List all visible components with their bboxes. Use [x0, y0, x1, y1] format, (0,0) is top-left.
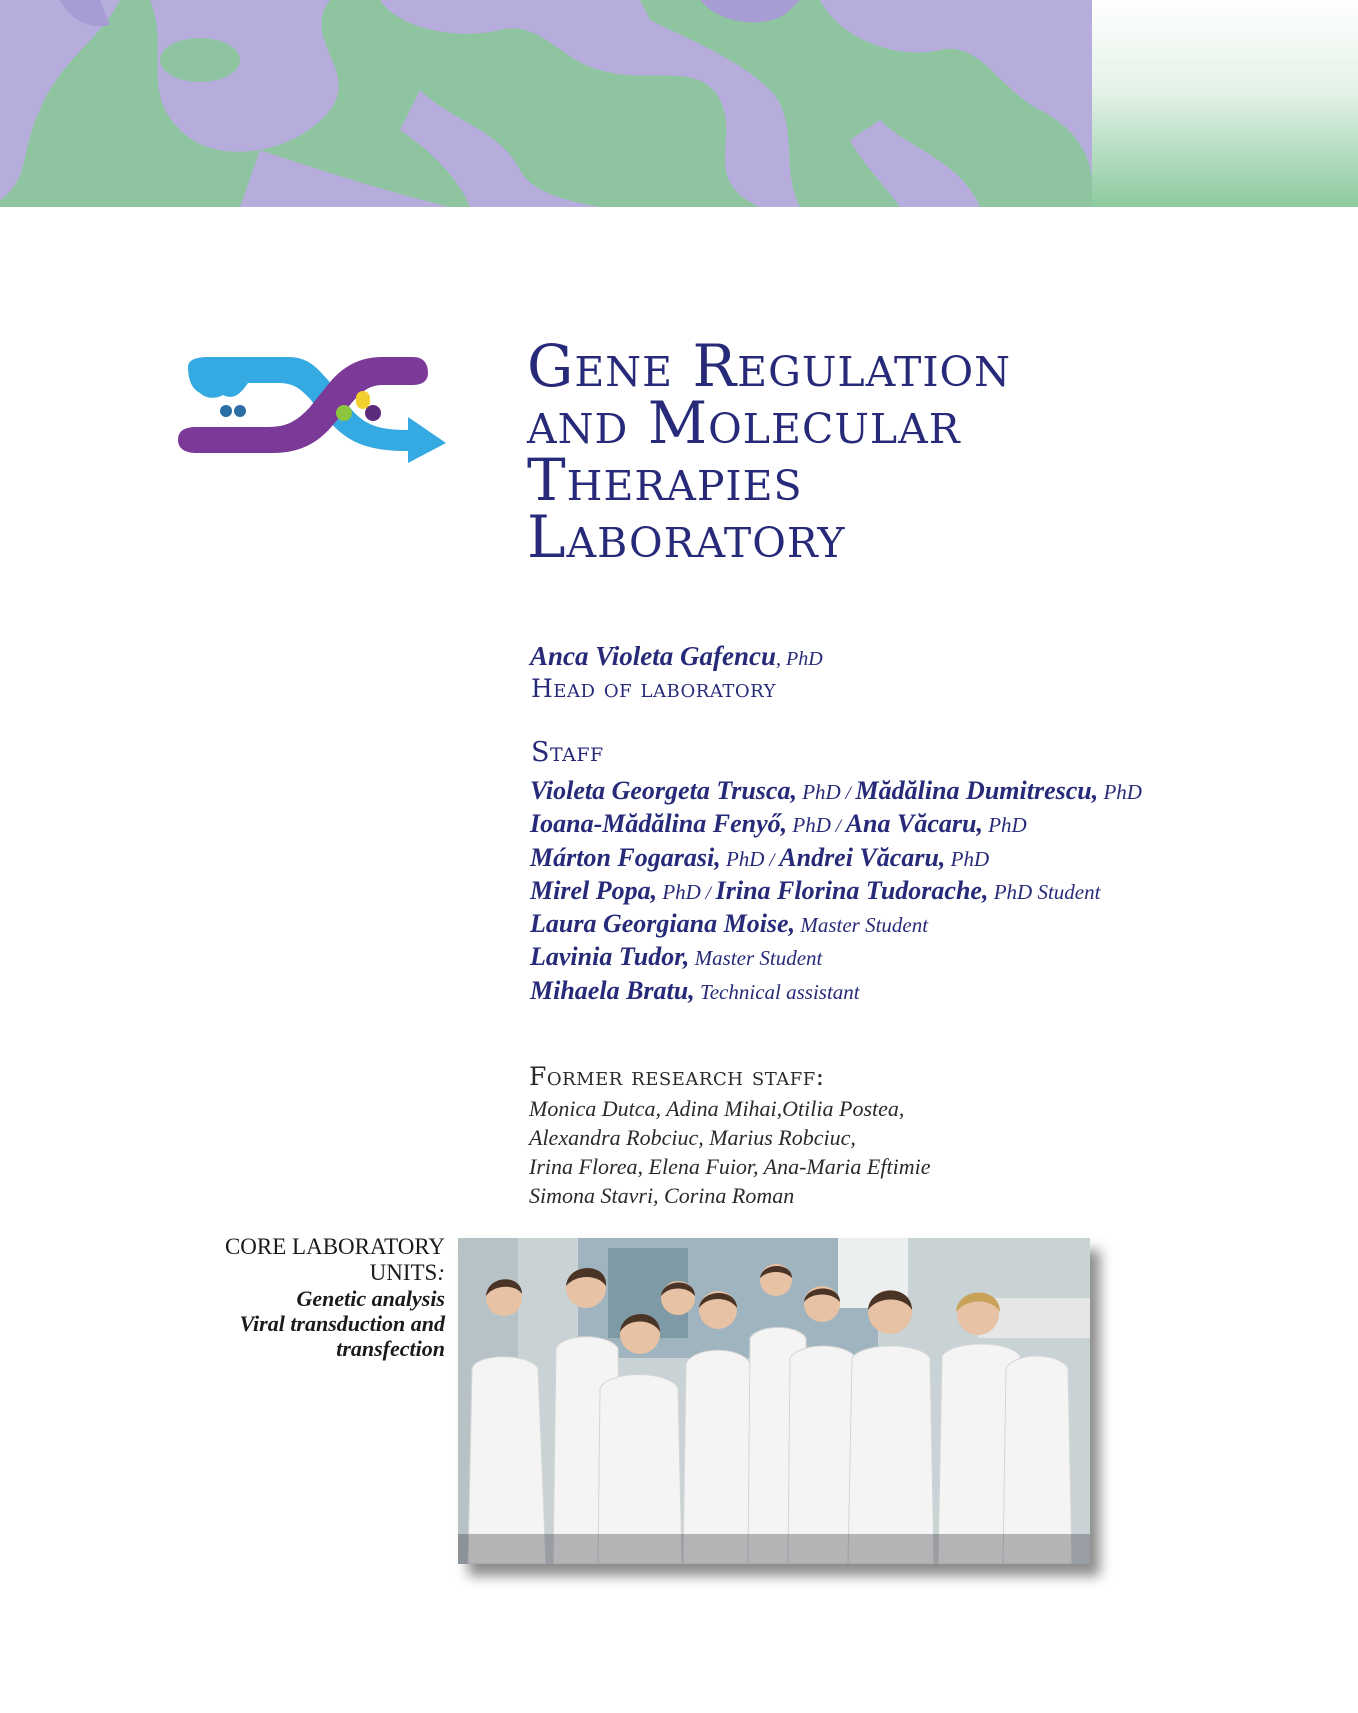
- core-unit-item: Genetic analysis: [296, 1286, 445, 1311]
- staff-row: [530, 841, 1350, 874]
- core-units-list: [225, 1286, 445, 1361]
- staff-role: PhD: [945, 846, 990, 871]
- title-line: Gene Regulation: [527, 332, 1012, 400]
- staff-name: Mădălina Dumitrescu,: [855, 776, 1099, 805]
- staff-row: [530, 974, 1350, 1007]
- staff-role: PhD: [796, 780, 841, 804]
- core-unit-item: Viral transduction and: [239, 1311, 445, 1336]
- header-banner: [0, 0, 1092, 207]
- staff-role: PhD: [982, 813, 1027, 838]
- staff-role: PhD: [720, 846, 765, 871]
- banner-texture: [0, 0, 1092, 207]
- title-line: and Molecular: [527, 389, 961, 457]
- team-photo: [458, 1238, 1090, 1564]
- staff-role: Technical assistant: [694, 979, 860, 1004]
- staff-name: Márton Fogarasi,: [530, 842, 721, 872]
- staff-name: Mihaela Bratu,: [530, 975, 695, 1005]
- staff-separator: /: [830, 816, 846, 838]
- former-staff-line: Irina Florea, Elena Fuior, Ana-Maria Eftimie: [529, 1154, 931, 1179]
- title-line: Laboratory: [527, 503, 846, 571]
- former-staff-line: Simona Stavri, Corina Roman: [529, 1183, 795, 1208]
- staff-name: Ioana-Mădălina Fenyő,: [530, 809, 788, 839]
- core-units-word: UNITS: [369, 1260, 438, 1285]
- staff-role: PhD: [657, 879, 701, 904]
- staff-row: [530, 907, 1350, 940]
- head-of-lab-name: [530, 641, 823, 672]
- staff-role: PhD: [787, 813, 831, 838]
- staff-name: Laura Georgiana Moise,: [530, 909, 796, 939]
- team-photo-illustration: [458, 1238, 1090, 1564]
- core-unit-item: transfection: [336, 1336, 445, 1361]
- core-units-title-2: [225, 1260, 445, 1286]
- staff-role: Master Student: [689, 946, 823, 971]
- core-units-title: CORE LABORATORY: [224, 1234, 445, 1259]
- staff-list: [530, 774, 1350, 1007]
- staff-role: PhD Student: [988, 879, 1101, 904]
- staff-separator: /: [840, 783, 856, 804]
- staff-name: Andrei Văcaru,: [779, 842, 946, 872]
- staff-name: Lavinia Tudor,: [530, 942, 690, 972]
- dna-helix-logo-icon: [178, 355, 446, 465]
- staff-name: Mirel Popa,: [530, 875, 658, 905]
- staff-separator: /: [700, 882, 716, 904]
- head-name-text: Anca Violeta Gafencu: [530, 641, 777, 671]
- former-staff-heading: Former research staff:: [529, 1062, 825, 1091]
- staff-name: Irina Florina Tudorache,: [715, 875, 989, 905]
- core-units-colon: :: [437, 1260, 445, 1285]
- staff-row: [530, 807, 1350, 840]
- title-line: Therapies: [527, 446, 803, 514]
- staff-row: [530, 940, 1350, 973]
- core-units-block: [225, 1234, 445, 1361]
- header-banner-gradient: [1092, 0, 1358, 207]
- head-degree: , PhD: [776, 648, 823, 670]
- staff-row: [530, 874, 1350, 907]
- staff-name: Violeta Georgeta Trusca,: [530, 776, 797, 805]
- staff-role: PhD: [1098, 780, 1142, 804]
- staff-row: [530, 774, 1350, 807]
- page-title: [527, 332, 1227, 571]
- former-staff-line: Monica Dutca, Adina Mihai,Otilia Postea,: [529, 1096, 905, 1121]
- staff-name: Ana Văcaru,: [845, 809, 983, 839]
- head-of-lab-role: Head of laboratory: [531, 674, 776, 703]
- former-staff-list: [529, 1094, 930, 1210]
- staff-separator: /: [764, 849, 780, 871]
- former-staff-line: Alexandra Robciuc, Marius Robciuc,: [529, 1125, 856, 1150]
- staff-heading: Staff: [531, 737, 604, 768]
- staff-role: Master Student: [795, 913, 929, 938]
